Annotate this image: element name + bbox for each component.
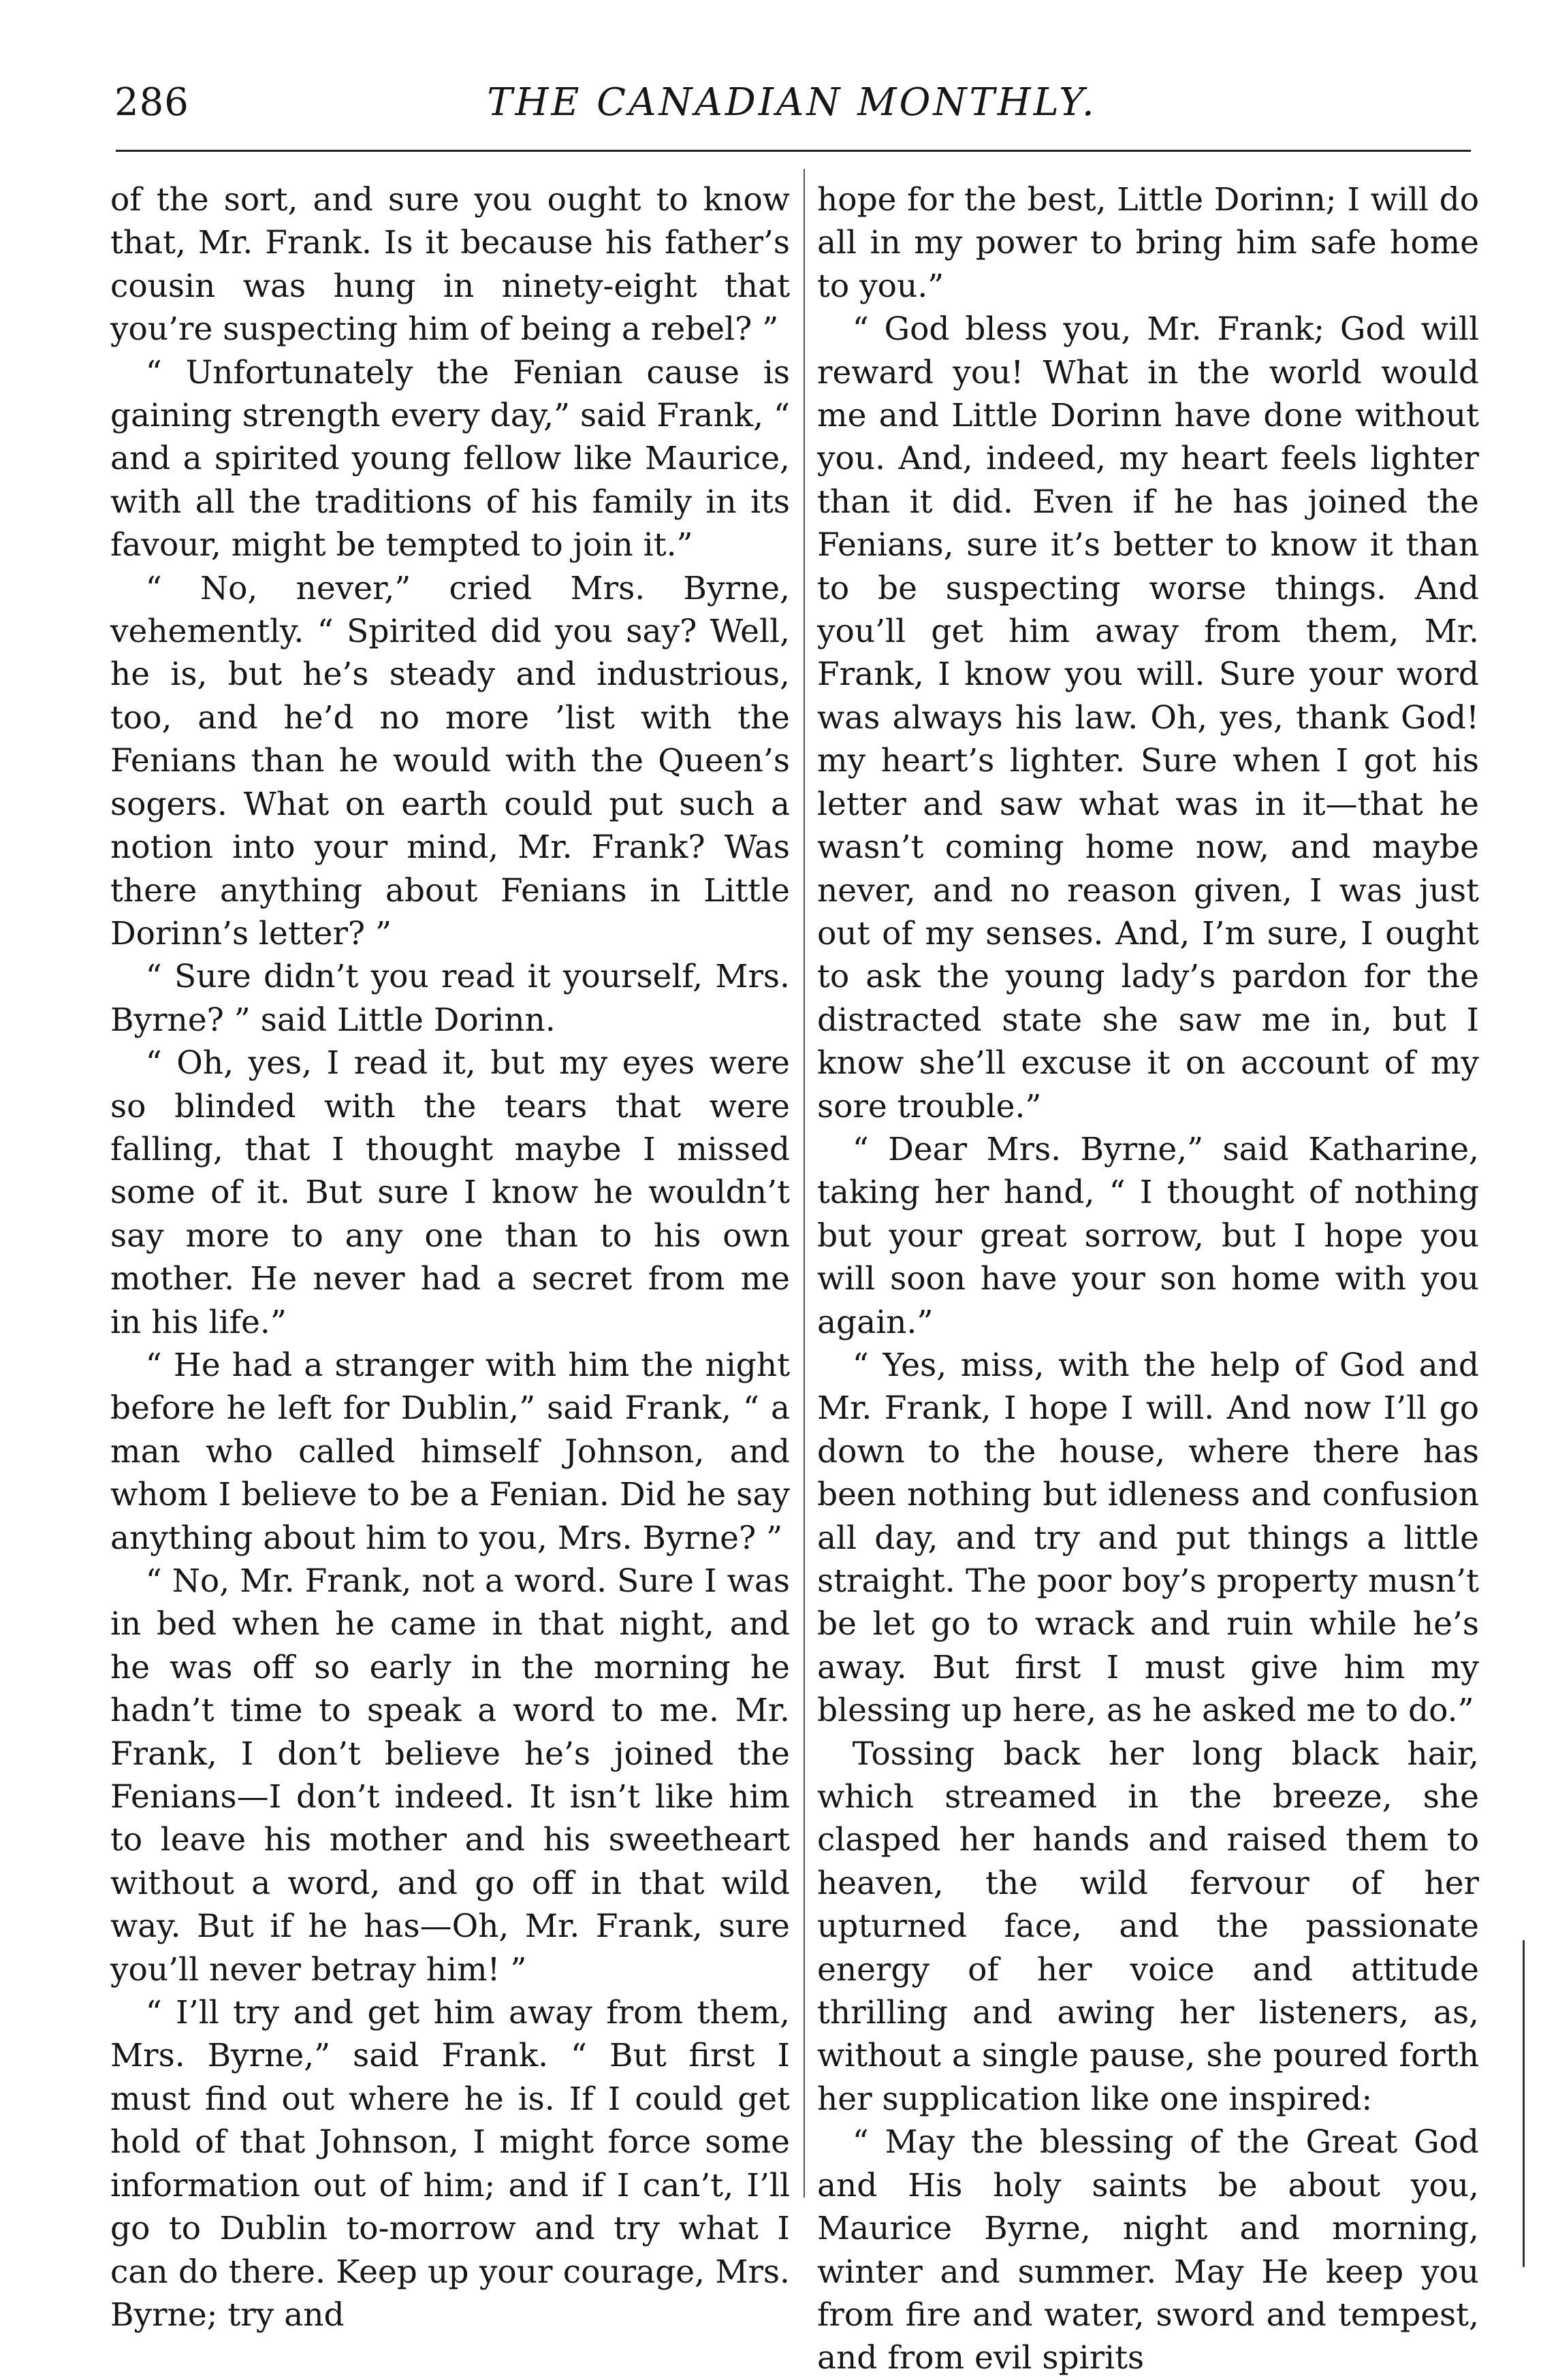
paragraph: “ No, never,” cried Mrs. Byrne, vehemently. “ Spirited did you say? Well, he is, but he’s steady and industrious, too, and he’d no more ’list with the Fenians than he would with the Queen’s sogers. What on earth could put such a notion into your mind, Mr. Frank? Was there anything about Fenians in Little Dorinn’s letter? ” <box>110 569 790 952</box>
paragraph: “ I’ll try and get him away from them, Mrs. Byrne,” said Frank. “ But first I must find out where he is. If I could get hold of that Johnson, I might force some information out of him; and if I can’t, I’ll go to Dublin to-morrow and try what I can do there. Keep up your courage, Mrs. Byrne; try and <box>110 1994 790 2334</box>
paragraph: of the sort, and sure you ought to know that, Mr. Frank. Is it because his father’s cousin was hung in ninety-eight that you’re suspecting him of being a rebel? ” <box>110 181 790 349</box>
running-header <box>114 80 1469 142</box>
paragraph: “ May the blessing of the Great God and His holy saints be about you, Maurice Byrne, night and morning, winter and summer. May He keep you from fire and water, sword and tempest, and from evil spirits <box>817 2123 1479 2377</box>
paragraph: “ He had a stranger with him the night before he left for Dublin,” said Frank, “ a man who called himself Johnson, and whom I believe to be a Fenian. Did he say anything about him to you, Mrs. Byrne? ” <box>110 1346 790 1557</box>
paragraph: “ God bless you, Mr. Frank; God will reward you! What in the world would me and Little Dorinn have done without you. And, indeed, my heart feels lighter than it did. Even if he has joined the Fenians, sure it’s better to know it than to be suspecting worse things. And you’ll get him away from them, Mr. Frank, I know you will. Sure your word was always his law. Oh, yes, thank God! my heart’s lighter. Sure when I got his letter and saw what was in it—that he wasn’t coming home now, and maybe never, and no reason given, I was just out of my senses. And, I’m sure, I ought to ask the young lady’s pardon for the distracted state she saw me in, but I know she’ll excuse it on account of my sore trouble.” <box>817 310 1479 1125</box>
paragraph: Tossing back her long black hair, which streamed in the breeze, she clasped her hands and raised them to heaven, the wild fervour of her upturned face, and the passionate energy of her voice and attitude thrilling and awing her listeners, as, without a single pause, she poured forth her supplication like one inspired: <box>817 1735 1479 2118</box>
paragraph: “ Oh, yes, I read it, but my eyes were so blinded with the tears that were falling, that I thought maybe I missed some of it. But sure I know he wouldn’t say more to any one than to his own mother. He never had a secret from me in his life.” <box>110 1044 790 1341</box>
header-rule <box>116 150 1471 152</box>
paragraph: “ Yes, miss, with the help of God and Mr. Frank, I hope I will. And now I’ll go down to the house, where there has been nothing but idleness and confusion all day, and try and put things a little straight. The poor boy’s property musn’t be let go to wrack and ruin while he’s away. But first I must give him my blessing up here, as he asked me to do.” <box>817 1346 1479 1730</box>
paragraph: “ Sure didn’t you read it yourself, Mrs. Byrne? ” said Little Dorinn. <box>110 958 790 1039</box>
paragraph: “ Unfortunately the Fenian cause is gaining strength every day,” said Frank, “ and a spirited young fellow like Maurice, with all the traditions of his family in its favour, might be tempted to join it.” <box>110 353 790 564</box>
paragraph: hope for the best, Little Dorinn; I will do all in my power to bring him safe home to you.” <box>817 181 1479 305</box>
margin-mark <box>1523 1940 1525 2267</box>
right-column <box>817 178 1479 2380</box>
column-divider <box>804 169 805 2198</box>
journal-title: THE CANADIAN MONTHLY. <box>487 80 1097 125</box>
page-number: 286 <box>114 80 189 125</box>
paragraph: “ No, Mr. Frank, not a word. Sure I was in bed when he came in that night, and he was off so early in the morning he hadn’t time to speak a word to me. Mr. Frank, I don’t believe he’s joined the Fenians—I don’t indeed. It isn’t like him to leave his mother and his sweetheart without a word, and go off in that wild way. But if he has—Oh, Mr. Frank, sure you’ll never betray him! ” <box>110 1562 790 1989</box>
left-column <box>110 178 790 2336</box>
paragraph: “ Dear Mrs. Byrne,” said Katharine, taking her hand, “ I thought of nothing but your great sorrow, but I hope you will soon have your son home with you again.” <box>817 1130 1479 1341</box>
